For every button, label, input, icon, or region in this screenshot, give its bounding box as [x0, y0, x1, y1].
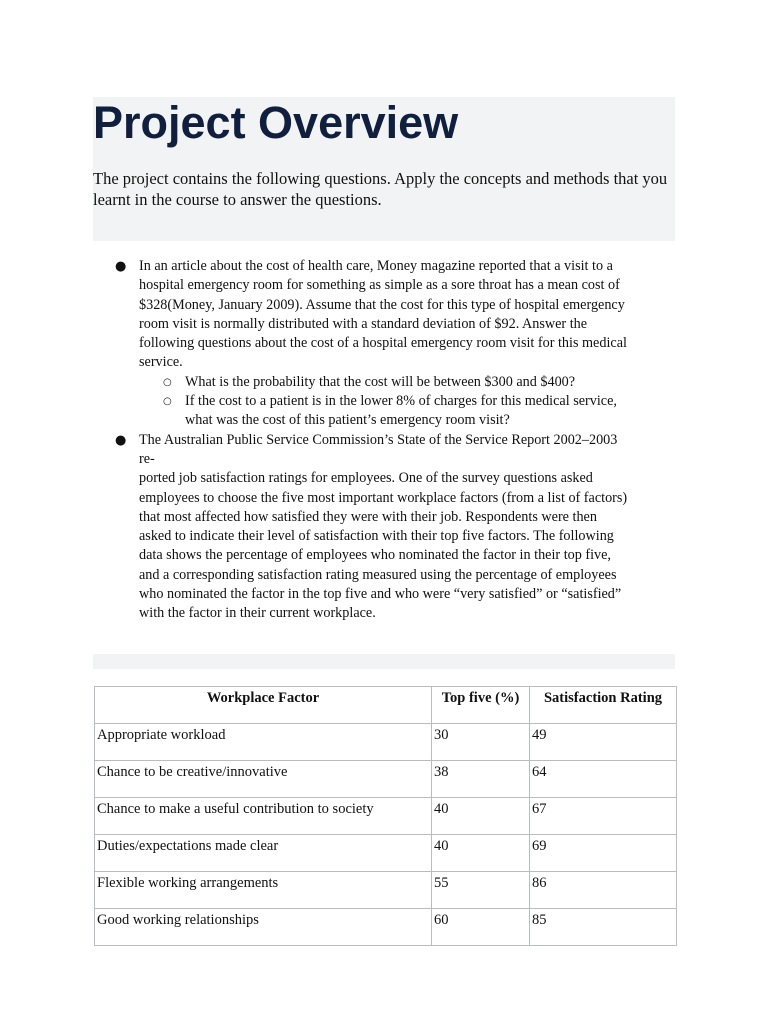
- bullet-icon: ●: [115, 432, 127, 448]
- hollow-bullet-icon: ○: [163, 376, 172, 388]
- question-item: [93, 257, 675, 431]
- question-line: and a corresponding satisfaction rating measured using the percentage of employees: [139, 566, 617, 583]
- cell-top-five: 55: [432, 872, 530, 909]
- table-header-row: [95, 687, 677, 724]
- question-line: following questions about the cost of a hospital emergency room visit for this medical: [139, 335, 627, 352]
- table-row: [95, 724, 677, 761]
- question-line: employees to choose the five most important workplace factors (from a list of factors): [139, 489, 628, 506]
- cell-satisfaction: 69: [530, 835, 677, 872]
- question-line: ported job satisfaction ratings for employees. One of the survey questions asked: [139, 470, 593, 487]
- cell-factor: Duties/expectations made clear: [95, 835, 432, 872]
- column-header-workplace-factor: Workplace Factor: [95, 687, 432, 724]
- cell-satisfaction: 67: [530, 798, 677, 835]
- workplace-factors-table: [94, 686, 677, 946]
- table-row: [95, 835, 677, 872]
- cell-factor: Chance to make a useful contribution to society: [95, 798, 432, 835]
- question-line: who nominated the factor in the top five and who were “very satisfied” or “satisfied”: [139, 586, 622, 603]
- cell-satisfaction: 85: [530, 909, 677, 946]
- sub-question-line: what was the cost of this patient’s emergency room visit?: [185, 412, 510, 429]
- question-line: data shows the percentage of employees who nominated the factor in their top five,: [139, 547, 611, 564]
- hollow-bullet-icon: ○: [163, 396, 172, 408]
- question-line: In an article about the cost of health care, Money magazine reported that a visit to a: [139, 258, 613, 274]
- table-row: [95, 909, 677, 946]
- cell-top-five: 60: [432, 909, 530, 946]
- question-line: with the factor in their current workplace.: [139, 605, 376, 622]
- cell-satisfaction: 64: [530, 761, 677, 798]
- question-line: asked to indicate their level of satisfaction with their top five factors. The following: [139, 528, 614, 545]
- question-line: re-: [139, 450, 155, 467]
- cell-top-five: 38: [432, 761, 530, 798]
- question-line: that most affected how satisfied they were with their job. Respondents were then: [139, 508, 597, 525]
- bullet-icon: ●: [115, 259, 127, 274]
- sub-question-line: If the cost to a patient is in the lower 8% of charges for this medical service,: [185, 393, 617, 410]
- cell-factor: Good working relationships: [95, 909, 432, 946]
- question-line: room visit is normally distributed with a standard deviation of $92. Answer the: [139, 315, 588, 332]
- cell-satisfaction: 49: [530, 724, 677, 761]
- cell-factor: Appropriate workload: [95, 724, 432, 761]
- sub-question-item: [139, 392, 675, 431]
- cell-top-five: 30: [432, 724, 530, 761]
- cell-top-five: 40: [432, 798, 530, 835]
- question-item: [93, 431, 675, 624]
- question-line: service.: [139, 354, 183, 371]
- table-row: [95, 872, 677, 909]
- column-header-satisfaction-rating: Satisfaction Rating: [530, 687, 677, 724]
- cell-factor: Flexible working arrangements: [95, 872, 432, 909]
- intro-paragraph: The project contains the following questions. Apply the concepts and methods that you learnt in the course to answer the questions.: [93, 169, 668, 209]
- question-line: The Australian Public Service Commission’s State of the Service Report 2002–2003: [139, 431, 618, 448]
- table-row: [95, 798, 677, 835]
- section-divider: [93, 654, 675, 669]
- question-list: [93, 257, 675, 624]
- cell-satisfaction: 86: [530, 872, 677, 909]
- page-title: Project Overview: [93, 97, 459, 148]
- cell-top-five: 40: [432, 835, 530, 872]
- sub-question-list: [139, 373, 675, 431]
- sub-question-line: What is the probability that the cost will be between $300 and $400?: [185, 373, 576, 390]
- question-line: $328(Money, January 2009). Assume that the cost for this type of hospital emergency: [139, 296, 625, 313]
- sub-question-item: [139, 373, 675, 392]
- cell-factor: Chance to be creative/innovative: [95, 761, 432, 798]
- table-row: [95, 761, 677, 798]
- column-header-top-five: Top five (%): [432, 687, 530, 724]
- question-line: hospital emergency room for something as simple as a sore throat has a mean cost of: [139, 277, 620, 294]
